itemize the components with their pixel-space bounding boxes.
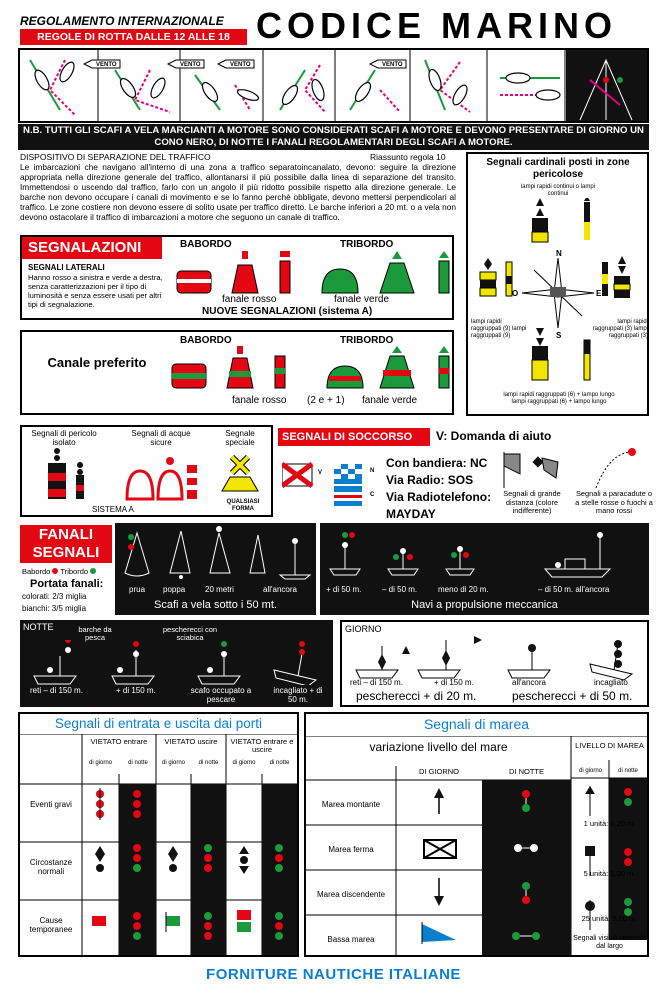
vela-label-20m: 20 metri [205,585,234,594]
qualsiasi-forma: QUALSIASI FORMA [226,499,260,512]
motore-panel [320,523,649,615]
porti-row-temporanee: Cause temporanee [29,916,73,934]
porti-col-entrare: VIETATO entrare [90,737,148,746]
segnalazioni-title: SEGNALAZIONI [22,237,162,259]
nuove-segnalazioni: NUOVE SEGNALAZIONI (sistema A) [202,306,373,317]
canale-tribordo: TRIBORDO [340,335,394,346]
cardinal-west-label: lampi rapidi raggruppati (9) lampi raggruppati (9) [471,319,527,339]
marea-row-ferma: Marea ferma [328,845,374,854]
giorno-pesc1: pescherecci + di 20 m. [356,689,477,703]
svg-text:VENTO: VENTO [230,62,251,68]
notte-panel [20,620,333,707]
soccorso-mayday: MAYDAY [386,507,436,521]
porti-col-entrambi: VIETATO entrare e uscire [230,737,294,754]
tribordo-label: TRIBORDO [340,239,394,250]
cardinali-panel [466,152,649,416]
vela-boats [115,523,316,583]
portata-colorati: colorati: 2/3 miglia [22,592,87,601]
traffic-body: Le imbarcazioni che navigano all'interno di una zona a traffico separatoincanalato, devono: seguire la direzione appropriata nella direzione generale del traffico, allontanarsi il più possibile dalla linea di separazione del transito. Immettendosi o uscendo dal traffico, farlo con un angolo il più ridotto possibile rispetto alla direzione generale. Le barche non devono occupare i canali di movimento e se lo fanno perchè obbligate, devono mettersi perpendicolari al traffico. Le zone costiere non devono essere di solito usate per traffico diretto. Le barche inferiori a 20 mt. o a vela non devono ostacolare il traffico di imbarcazioni a motore che seguono un canale di traffico. [20,162,456,222]
canale-panel [20,330,454,415]
distress-flags [282,460,377,515]
notte-title: NOTTE [23,622,54,632]
lateral-title: SEGNALI LATERALI [28,263,105,272]
babordo-legend [22,567,96,576]
babordo-label: BABORDO [180,239,232,250]
porti-col-uscire: VIETATO uscire [164,737,218,746]
giorno-title: GIORNO [345,624,382,634]
grande-distanza: Segnali di grande distanza (colore indifferente) [503,489,561,515]
soccorso-bandiera: Con bandiera: NC [386,456,488,470]
porti-notte-1: di notte [128,760,148,766]
vento-label: VENTO [96,62,117,68]
distance-signals [500,448,650,490]
porti-signals [20,784,297,955]
soccorso-radio: Via Radio: SOS [386,473,474,487]
porti-notte-3: di notte [269,760,290,766]
notte-label-4: incagliato + di 50 m. [273,686,323,704]
porti-title: Segnali di entrata e uscita dai porti [54,716,263,731]
canale-title: Canale preferito [47,355,147,370]
livello-unit-5: 5 unità: 1,00 m. [583,869,636,878]
giorno-label-4: incagliato [594,678,628,687]
segnali-visibili: Segnali visibili venendo dal largo [573,935,646,950]
svg-text:VENTO: VENTO [180,62,201,68]
svg-text:O: O [512,289,519,298]
traffic-title: DISPOSITIVO DI SEPARAZIONE DEL TRAFFICO [20,152,211,162]
porti-panel [18,712,299,957]
giorno-panel [340,620,649,707]
canale-fanale-rosso: fanale rosso [232,395,287,406]
canale-buoys [167,346,457,390]
footer-brand: FORNITURE NAUTICHE ITALIANE [206,966,461,983]
vela-label-ancora: all'ancora [263,585,297,594]
cardinal-east-label: lampi rapidi raggruppati (3) lampi raggruppati (3) [592,319,648,339]
segnale-speciale: Segnale speciale [225,429,255,447]
canale-middle: (2 e + 1) [307,395,345,406]
svg-text:VENTO: VENTO [382,62,403,68]
flag-v: V [318,470,323,476]
porti-notte-2: di notte [198,760,219,766]
porti-giorno-3: di giorno [232,760,256,766]
motore-label-ancora: – di 50 m. all'ancora [538,585,610,594]
motore-label-plus50: + di 50 m. [326,585,362,594]
marea-variazione: variazione livello del mare [369,740,508,754]
cardinal-diagram [472,198,644,388]
traffic-rule: Riassunto regola 10 [370,152,446,162]
fanali-title-line2: SEGNALI [32,544,100,561]
giorno-pesc2: pescherecci + di 50 m. [512,689,633,703]
vela-panel [115,523,316,615]
portata-bianchi: bianchi: 3/5 miglia [22,604,87,613]
red-light-dot [52,568,58,574]
sistema-a: SISTEMA A [92,505,134,514]
notte-label-3: scafo occupato a pescare [190,686,252,704]
paracadute: Segnali a paracadute o a stelle rosse o fuochi a mano rossi [575,489,653,515]
canale-babordo: BABORDO [180,335,232,346]
rules-badge: REGOLE DI ROTTA DALLE 12 ALLE 18 [20,29,247,45]
porti-row-normali: Circostanze normali [29,858,73,876]
marea-panel [304,712,649,957]
cardinali-title: Segnali cardinali posti in zone pericolose [486,157,630,180]
motore-label-minus50: – di 50 m. [382,585,418,594]
babordo-legend-text: Babordo [22,567,51,576]
livello-notte: di notte [618,768,638,774]
porti-giorno-1: di giorno [88,760,112,766]
marea-di-notte: DI NOTTE [509,767,544,776]
soccorso-title: SEGNALI DI SOCCORSO [278,428,430,446]
svg-text:E: E [596,289,602,298]
acque-sicure: Segnali di acque sicure [131,429,191,447]
marea-title: Segnali di marea [423,716,530,732]
livello-unit-25: 25 unità: 5,00 m. [581,914,638,923]
porti-giorno-2: di giorno [161,760,185,766]
canale-fanale-verde: fanale verde [362,395,418,406]
soccorso-domanda: V: Domanda di aiuto [436,429,552,443]
notte-label-1: reti – di 150 m. [30,686,83,695]
soccorso-radiotelefono: Via Radiotelefono: [386,490,492,504]
fanali-title [20,525,112,563]
motore-label-20m: meno di 20 m. [438,585,489,594]
portata-label: Portata fanali: [30,578,104,590]
marea-di-giorno: DI GIORNO [418,767,459,776]
pericolo-isolato: Segnali di pericolo isolato [31,429,97,447]
segnalazioni-panel [20,235,454,320]
lateral-body: Hanno rosso a sinistra e verde a destra, senza caratterizzazioni per il tipo di luminosità e senza essere usati per altri tipi di segnalazione. [28,273,163,309]
nb-note: N.B. TUTTI GLI SCAFI A VELA MARCIANTI A MOTORE SONO CONSIDERATI SCAFI A MOTORE E DEVONO PRESENTARE DI GIORNO UN CONO NERO, DI NOTTE I FANALI REGOLAMENTARI DEGLI SCAFI A MOTORE. [18,124,649,150]
porti-row-gravi: Eventi gravi [30,800,72,809]
notte-boats [20,640,333,685]
page-title: CODICE MARINO [256,5,617,46]
fanali-title-line1: FANALI [38,526,94,543]
fanale-verde-label: fanale verde [334,294,390,305]
pericolo-panel [20,425,273,517]
compass-n: N [556,249,562,258]
flag-n: N [370,468,375,474]
livello-unit-1: 1 unità: 0,20 m. [583,819,636,828]
pericolo-buoys [22,447,271,505]
marea-row-bassa: Bassa marea [327,935,375,944]
flag-c: C [370,492,375,498]
svg-text:S: S [556,331,562,340]
lateral-buoys [172,251,452,295]
vela-label-poppa: poppa [163,585,186,594]
maneuver-strip [18,48,649,123]
cardinal-south-label: lampi rapidi raggruppati (6) + lampo lungo lampi raggruppati (6) + lampo lungo [503,392,615,405]
marea-row-discendente: Marea discendente [316,890,386,899]
vela-caption: Scafi a vela sotto i 50 mt. [154,599,277,611]
tribordo-legend-text: Tribordo [60,567,89,576]
barche-pesca: barche da pesca [78,625,112,642]
green-light-dot [90,568,96,574]
vela-label-prua: prua [129,585,146,594]
pescherecci-sciabica: pescherecci con sciabica [162,625,218,642]
cardinal-north-label: lampi rapidi continui o lampi continui [520,184,596,197]
giorno-boats [342,632,647,682]
giorno-label-1: reti – di 150 m. [350,678,403,687]
motore-boats [320,523,649,583]
livello-title: LIVELLO DI MAREA [575,741,644,750]
header-subtitle: REGOLAMENTO INTERNAZIONALE [20,14,224,28]
giorno-label-3: all'ancora [512,678,546,687]
fanale-rosso-label: fanale rosso [222,294,277,305]
livello-giorno: di giorno [578,768,602,774]
motore-caption: Navi a propulsione meccanica [411,599,558,611]
marea-row-montante: Marea montante [321,800,381,809]
notte-label-2: + di 150 m. [116,686,156,695]
giorno-label-2: + di 150 m. [434,678,474,687]
